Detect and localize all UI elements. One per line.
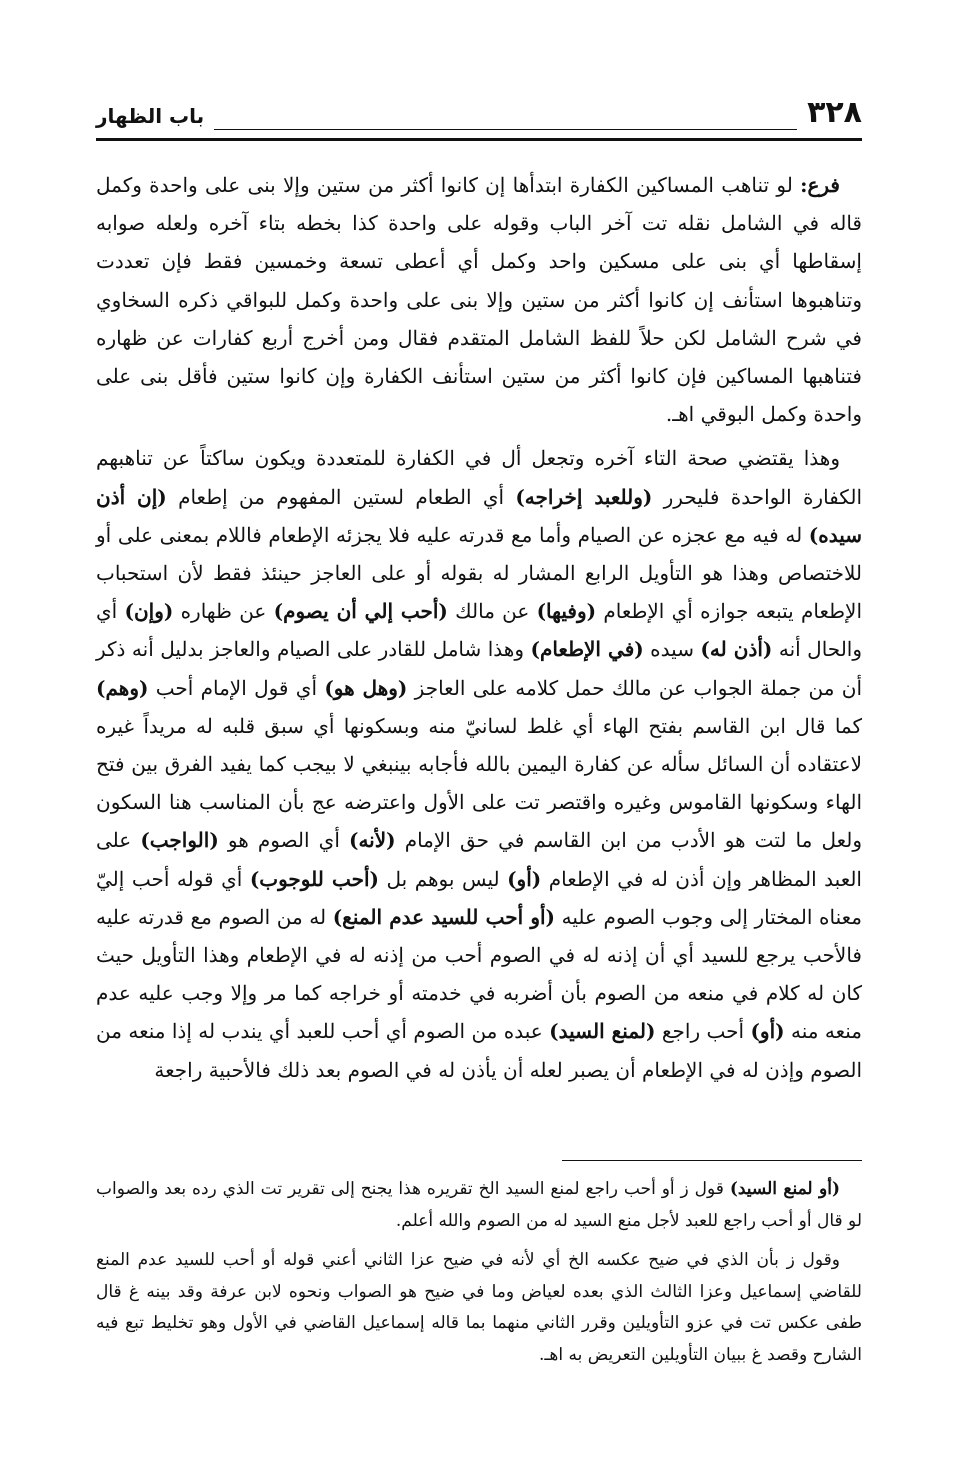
footnote-lead: (أو لمنع السيد)	[729, 1179, 840, 1199]
matn-quote: (أذن له)	[700, 637, 773, 662]
commentary-text: أي قوله أحب إليّ معناه المختار إلى وجوب الصوم عليه	[96, 866, 862, 929]
footnote-2	[96, 1245, 862, 1371]
commentary-text: له فيه مع عجزه عن الصيام وأما مع قدرته عليه فلا يجزئه الإطعام فاللام بمعنى على أو للاختصاص وهذا هو التأويل الرابع المشار له بقوله أو على العاجز حينئذ فقط لأن استحباب الإطعام يتبعه جوازه أي الإطعام	[96, 522, 863, 624]
running-title: باب الظهار	[96, 104, 205, 128]
matn-quote: (وفيها)	[536, 599, 597, 624]
commentary-text: أي الصوم هو	[218, 828, 349, 853]
commentary-text: على العبد المظاهر وإن أذن له في الإطعام	[96, 828, 862, 891]
matn-quote: (وللعبد إخراجه)	[515, 484, 653, 509]
commentary-text: وهذا شامل للقادر على الصيام والعاجز بدليل أنه ذكر أن من جملة الجواب عن مالك حمل كلامه على العاجز	[96, 637, 862, 700]
paragraph-lead: فرع:	[800, 173, 840, 197]
footnote-text: قول ز أو أحب راجع لمنع السيد الخ تقريره هذا يجنح إلى تقرير تت الذي رده بعد والصواب لو قال أو أحب راجع للعبد لأجل منع السيد له من الصوم والله أعلم.	[96, 1179, 862, 1231]
paragraph-commentary	[96, 439, 862, 1088]
matn-quote: (في الإطعام)	[530, 637, 644, 662]
page-number: ٣٢٨	[807, 95, 862, 130]
matn-quote: (أو أحب للسيد عدم المنع)	[332, 904, 556, 929]
matn-quote: (لمنع السيد)	[549, 1019, 656, 1044]
commentary-text: ليس بوهم بل	[378, 866, 508, 891]
matn-quote: (أحب للوجوب)	[249, 866, 379, 891]
footnotes	[96, 1174, 862, 1379]
commentary-text: عبده من الصوم أي أحب للعبد أي يندب له إذا منعه من الصوم وإذن له في الإطعام أن يصبر لعله أن يأذن له في الصوم بعد ذلك فالأحبية راجعة	[96, 1019, 862, 1082]
book-page	[96, 80, 862, 1420]
page-header	[96, 90, 862, 130]
matn-quote: (أو)	[507, 866, 542, 891]
commentary-text: أي قول الإمام أحب	[148, 675, 325, 700]
matn-quote: (وهل هو)	[324, 675, 408, 700]
commentary-text: أحب راجع	[655, 1019, 751, 1044]
commentary-text: كما قال ابن القاسم بفتح الهاء أي غلط لسانيّ منه وبسكونها أي سبق قلبه له مريداً غيره لاعتقاده أن السائل سأله عن كفارة اليمين بالله فأجابه بينبغي لا بيجب كما يفيد الفرق بين فتح الهاء وسكونها القاموس وغيره واقتصر تت على الأول واعترضه عج بأن المناسب هنا السكون ولعل ما لتت هو الأدب من ابن القاسم في حق الإمام	[96, 713, 862, 853]
main-text	[96, 166, 862, 1095]
matn-quote: (وإن)	[124, 599, 174, 624]
commentary-text: له من الصوم مع قدرته عليه فالأحب يرجع للسيد أي أن إذنه له في الصوم أحب من إذنه له في الإطعام وهذا التأويل حيث كان له كلام في منعه من الصوم بأن أضربه في خدمته أو خراجه كما مر وإلا وجب عليه عدم منعه منه	[96, 904, 863, 1044]
commentary-text: أي الطعام لستين المفهوم من إطعام	[166, 484, 516, 509]
matn-quote: (الواجب)	[140, 828, 219, 853]
matn-quote: (أحب إلي أن يصوم)	[273, 599, 448, 624]
matn-quote: (وهم)	[96, 675, 149, 700]
commentary-text: سيده	[643, 637, 701, 662]
paragraph-far	[96, 166, 862, 433]
matn-quote: (أو)	[750, 1019, 785, 1044]
header-rule	[96, 138, 862, 141]
footnote-1	[96, 1174, 862, 1237]
commentary-text: عن مالك	[447, 599, 537, 624]
matn-quote: (لأنه)	[348, 828, 396, 853]
header-dash-line	[214, 109, 797, 130]
commentary-text: أي والحال أنه	[96, 599, 863, 662]
commentary-text: وهذا يقتضي صحة التاء آخره وتجعل أل في الكفارة للمتعددة ويكون ساكتاً عن تناهبهم الكفارة الواحدة فليحرر	[96, 446, 862, 509]
footnote-rule	[562, 1160, 862, 1161]
commentary-text: عن ظهاره	[173, 599, 274, 624]
paragraph-text: لو تناهب المساكين الكفارة ابتدأها إن كانوا أكثر من ستين وإلا بنى على واحدة وكمل قاله في الشامل نقله تت آخر الباب وقوله على واحدة كذا بخطه بتاء آخره ولعله صوابه إسقاطها أي بنى على مسكين واحد وكمل أي أعطى تسعة وخمسين فقط فإن تعددت وتناهبوها استأنف إن كانوا أكثر من ستين وإلا بنى على واحدة وكمل للبواقي ذكره السخاوي في شرح الشامل لكن حلاً للفظ الشامل المتقدم فقال ومن أخرج أربع كفارات عن ظهاره فتناهبها المساكين فإن كانوا أكثر من ستين استأنف الكفارة وإن كانوا ستين فأقل بنى على واحدة وكمل البوقي اهـ.	[96, 173, 862, 427]
matn-quote: (إن أذن سيده)	[96, 484, 862, 547]
footnote-text: وقول ز بأن الذي في ضيح عكسه الخ أي لأنه في ضيح عزا الثاني أعني قوله أو أحب للسيد عدم المنع للقاضي إسماعيل وعزا الثالث الذي بعده لعياض وما في ضيح هو الصواب ونحوه لابن عرفة وقد بينه غ قال طفى عكس تت في عزو التأويلين وقرر الثاني منهما بما قاله إسماعيل القاضي في الأول وهو تخليط تبع فيه الشارح وقصد غ ببيان التأويلين التعريض به اهـ.	[96, 1250, 862, 1365]
